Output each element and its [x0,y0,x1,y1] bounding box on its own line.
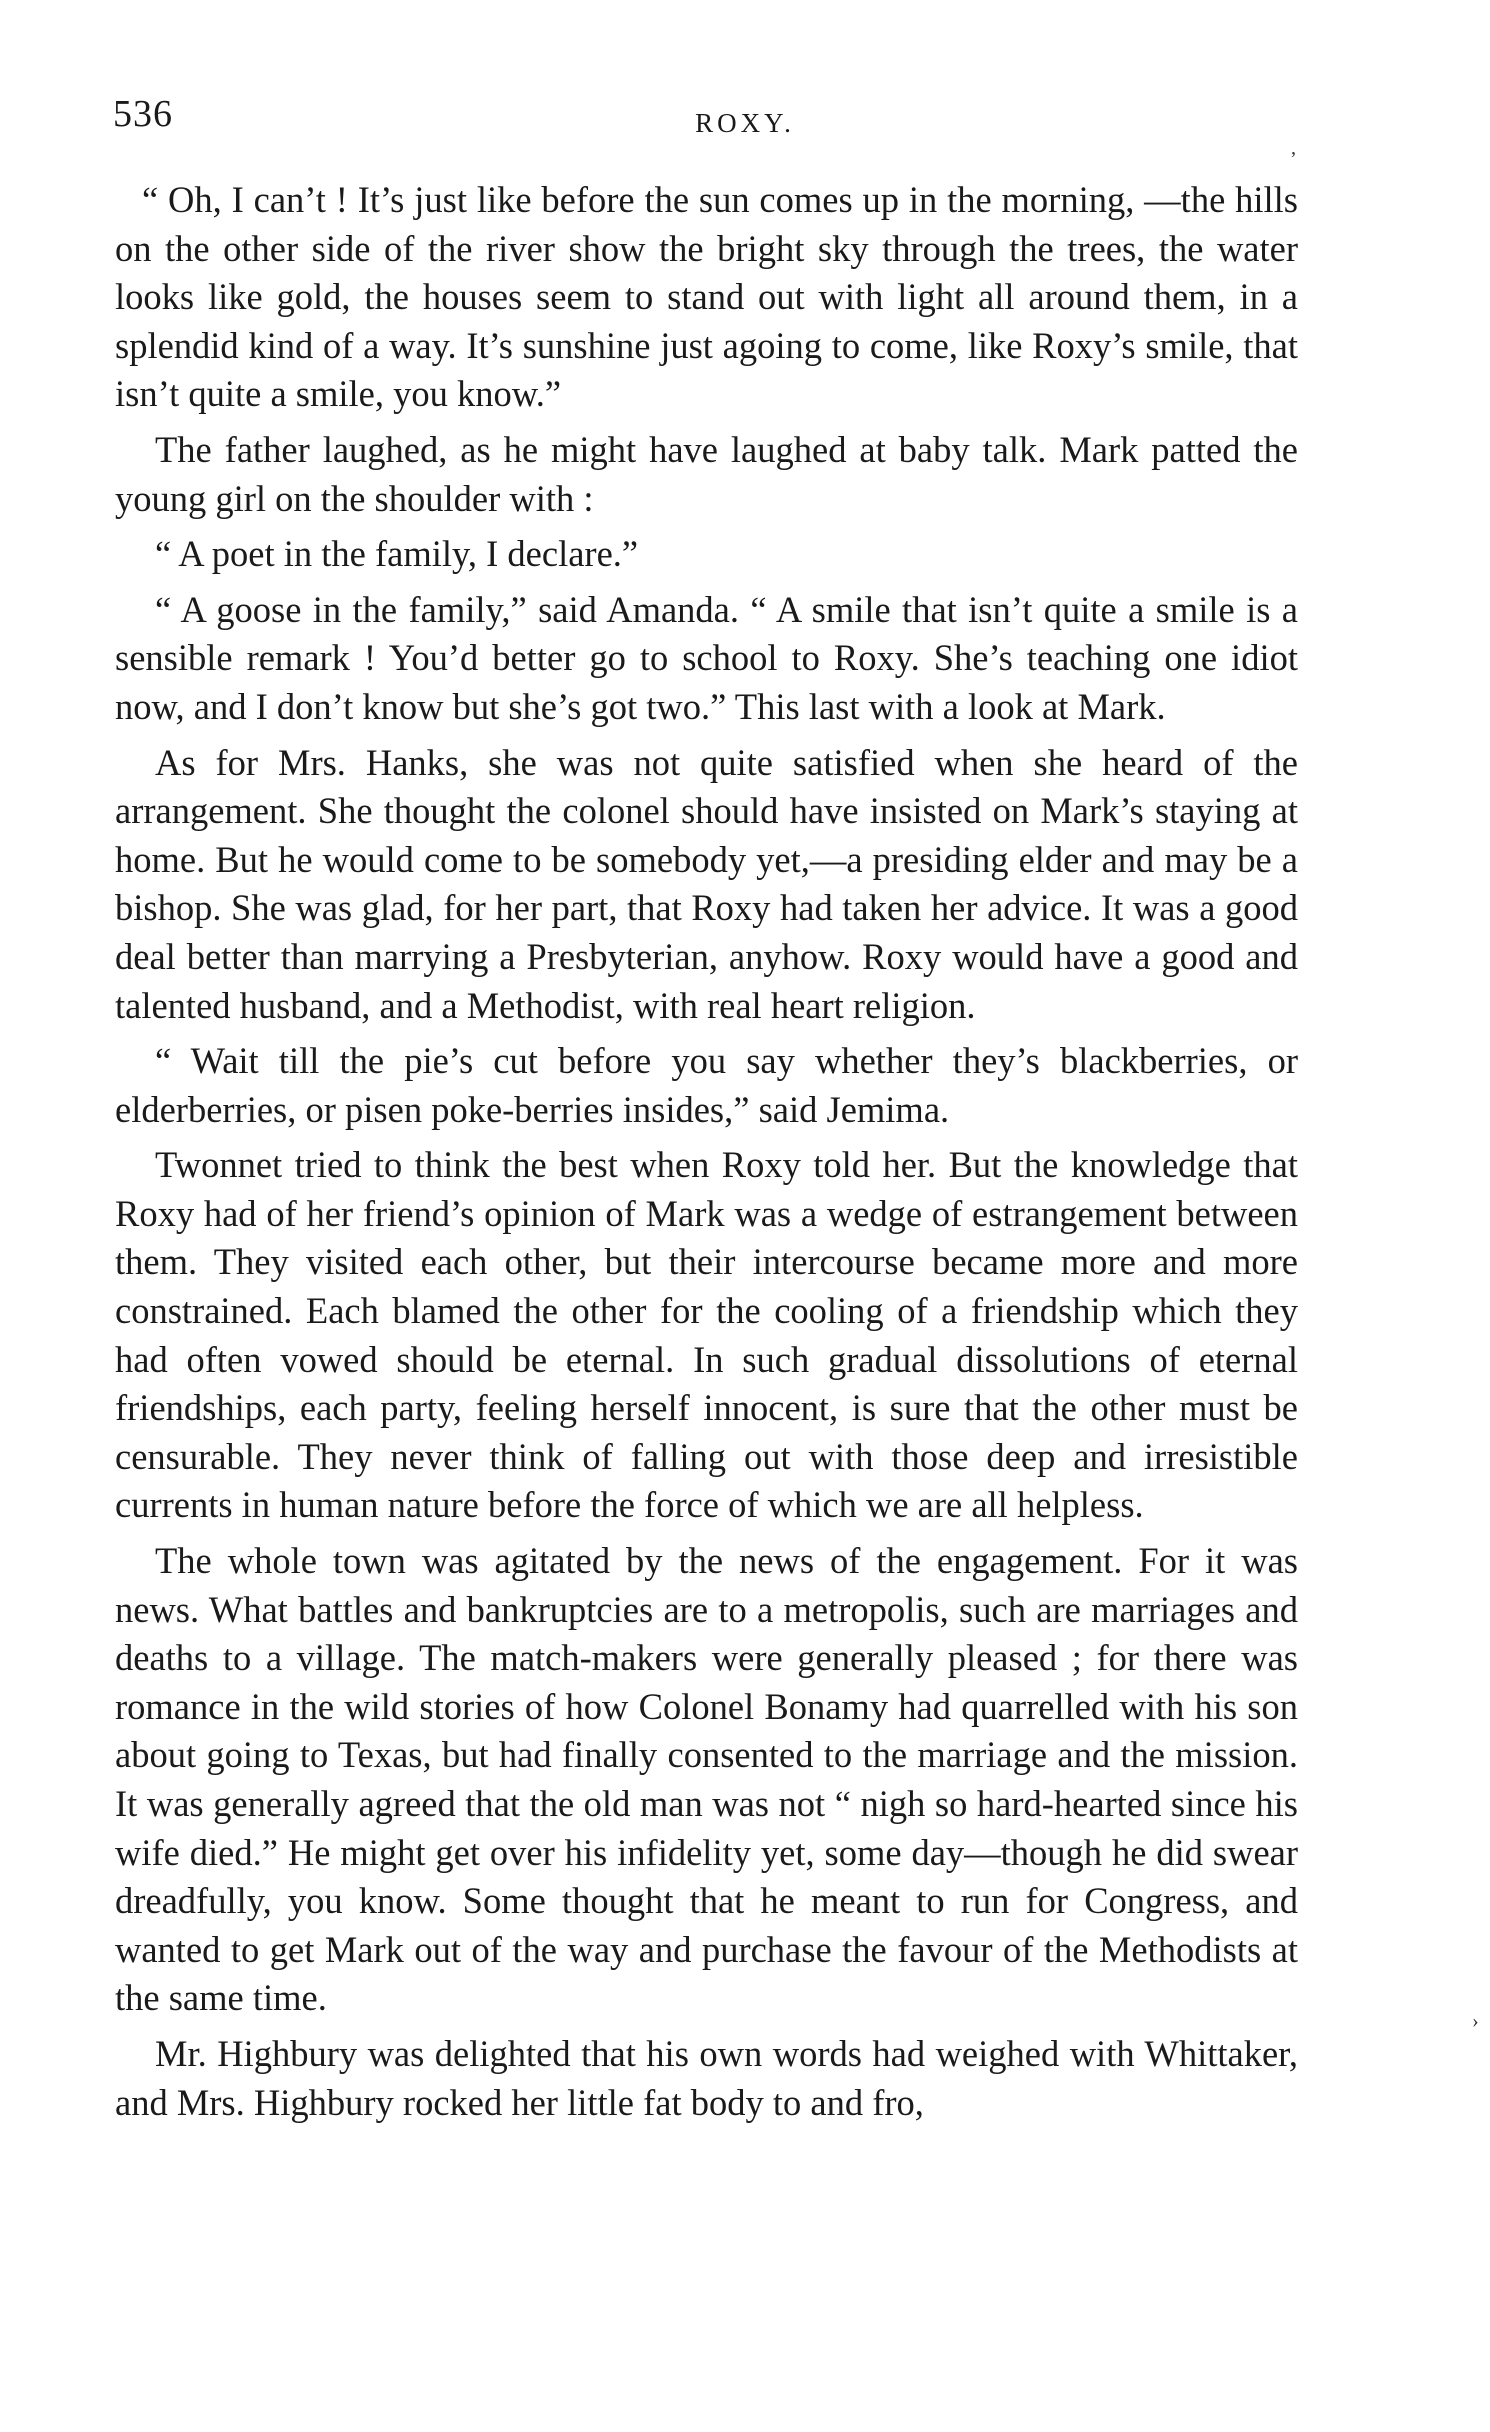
paragraph: Twonnet tried to think the best when Roxy told her. But the knowledge that Roxy had of her friend’s opinion of Mark was a wedge of estrangement between them. They visited each other, but their intercourse became more and more constrained. Each blamed the other for the cooling of a friendship which they had often vowed should be eternal. In such gradual dissolutions of eternal friendships, each party, feeling herself innocent, is sure that the other must be censurable. They never think of falling out with those deep and irresistible currents in human nature before the force of which we are all helpless. [115,1144,1298,1526]
paragraph: As for Mrs. Hanks, she was not quite satisfied when she heard of the arrangement. She thought the colonel should have insisted on Mark’s staying at home. But he would come to be somebody yet,—a presiding elder and may be a bishop. She was glad, for her part, that Roxy had taken her advice. It was a good deal better than marrying a Presbyterian, anyhow. Roxy would have a good and talented husband, and a Methodist, with real heart religion. [115,741,1298,1026]
page-number: 536 [113,93,173,135]
stray-mark: › [1472,2010,1479,2032]
paragraph: The whole town was agitated by the news of the engagement. For it was news. What battles and bankruptcies are to a metropolis, such are marriages and deaths to a village. The match-makers were generally pleased ; for there was romance in the wild stories of how Colonel Bonamy had quarrelled with his son about going to Texas, but had finally consented to the marriage and the mission. It was generally agreed that the old man was not “ nigh so hard-hearted since his wife died.” He might get over his infidelity yet, some day—though he did swear dreadfully, you know. Some thought that he meant to run for Congress, and wanted to get Mark out of the way and purchase the favour of the Methodists at the same time. [115,1540,1298,2019]
stray-mark: ’ [1290,148,1297,170]
running-title: ROXY. [695,108,795,138]
paragraph: “ A goose in the family,” said Amanda. “ A smile that isn’t quite a smile is a sensible remark ! You’d better go to school to Roxy. She’s teaching one idiot now, and I don’t know but she’s got two.” This last with a look at Mark. [115,588,1298,727]
paragraph: The father laughed, as he might have laughed at baby talk. Mark patted the young girl on the shoulder with : [115,428,1298,519]
paragraph: “ Wait till the pie’s cut before you say whether they’s blackberries, or elderberries, or pisen poke-berries insides,” said Jemima. [115,1040,1298,1130]
paragraph: “ Oh, I can’t ! It’s just like before the sun comes up in the morning, —the hills on the other side of the river show the bright sky through the trees, the water looks like gold, the houses seem to stand out with light all around them, in a splendid kind of a way. It’s sunshine just agoing to come, like Roxy’s smile, that isn’t quite a smile, you know.” [115,179,1298,415]
body-text [115,176,1298,2127]
paragraph: “ A poet in the family, I declare.” [155,533,639,575]
paragraph: Mr. Highbury was delighted that his own words had weighed with Whittaker, and Mrs. Highbury rocked her little fat body to and fro, [115,2032,1298,2123]
